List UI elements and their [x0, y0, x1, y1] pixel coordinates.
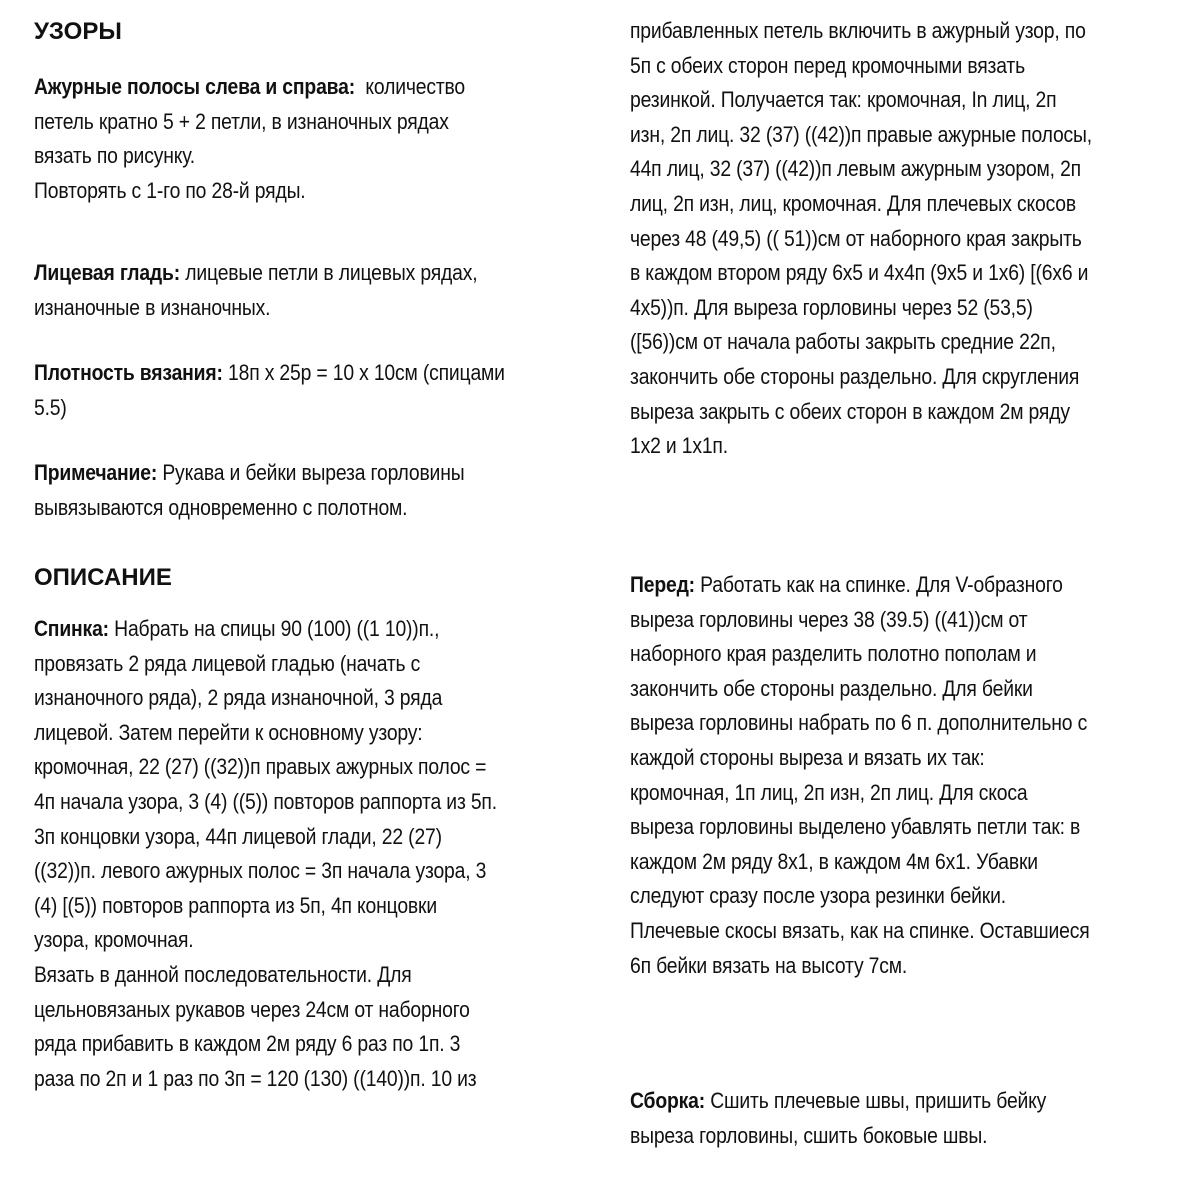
front-line: выреза горловины через 38 (39.5) ((41))см от [630, 606, 1028, 632]
note-line: Рукава и бейки выреза горловины [162, 460, 465, 485]
assembly-line: выреза горловины, сшить боковые швы. [630, 1122, 988, 1148]
back-cont-line: изн, 2п лиц. 32 (37) ((42))п правые ажурные полосы, [630, 121, 1092, 147]
back-cont-line: в каждом втором ряду 6х5 и 4х4п (9х5 и 1х6) [(6х6 и [630, 260, 1089, 286]
back-line: Набрать на спицы 90 (100) ((1 10))п., [114, 616, 440, 641]
back-line: ряда прибавить в каждом 2м ряду 6 раз по 1п. 3 [34, 1031, 461, 1057]
front-line: Работать как на спинке. Для V-образного [700, 572, 1063, 597]
back-label: Спинка: [34, 616, 109, 641]
back-cont-line: 5п с обеих сторон перед кромочными вязать [630, 52, 1026, 78]
back-cont-line: резинкой. Получается так: кромочная, In лиц, 2п [630, 87, 1057, 113]
back-line: узора, кромочная. [34, 927, 194, 953]
front-line: 6п бейки вязать на высоту 7см. [630, 952, 908, 978]
back-line: 3п концовки узора, 44п лицевой глади, 22 (27) [34, 823, 442, 849]
front-line: каждом 2м ряду 8х1, в каждом 4м 6х1. Убавки [630, 848, 1038, 874]
back-line: Вязать в данной последовательности. Для [34, 961, 412, 987]
front-line: наборного края разделить полотно пополам и [630, 641, 1037, 667]
back-continuation-paragraph [630, 14, 1177, 464]
stockinette-label: Лицевая гладь: [34, 260, 181, 285]
front-line: Плечевые скосы вязать, как на спинке. Оставшиеся [630, 917, 1090, 943]
openwork-paragraph [34, 70, 588, 208]
front-line: закончить обе стороны раздельно. Для бейки [630, 675, 1033, 701]
openwork-line: количество [365, 74, 466, 99]
note-paragraph [34, 456, 588, 525]
assembly-label: Сборка: [630, 1088, 706, 1113]
gauge-paragraph [34, 356, 588, 425]
back-line: цельновязаных рукавов через 24см от наборного [34, 996, 470, 1022]
front-line: выреза горловины выделено убавлять петли так: в [630, 814, 1081, 840]
back-cont-line: лиц, 2п изн, лиц, кромочная. Для плечевых скосов [630, 190, 1077, 216]
front-paragraph [630, 568, 1177, 983]
openwork-line: Повторять с 1-го по 28-й ряды. [34, 177, 306, 203]
stockinette-line: изнаночные в изнаночных. [34, 294, 271, 320]
back-line: ((32))п. левого ажурных полос = 3п начала узора, 3 [34, 858, 487, 884]
back-line: изнаночного ряда), 2 ряда изнаночной, 3 ряда [34, 685, 443, 711]
section-title-patterns: УЗОРЫ [34, 18, 122, 45]
front-line: каждой стороны выреза и вязать их так: [630, 744, 985, 770]
back-cont-line: через 48 (49,5) (( 51))см от наборного края закрыть [630, 225, 1082, 251]
front-line: выреза горловины набрать по 6 п. дополнительно с [630, 710, 1088, 736]
back-line: провязать 2 ряда лицевой гладью (начать с [34, 650, 421, 676]
openwork-label: Ажурные полосы слева и справа: [34, 74, 355, 99]
section-title-description: ОПИСАНИЕ [34, 564, 172, 591]
back-paragraph [34, 612, 588, 1096]
gauge-label: Плотность вязания: [34, 360, 223, 385]
back-line: лицевой. Затем перейти к основному узору: [34, 719, 423, 745]
back-line: (4) [(5)) повторов раппорта из 5п, 4п концовки [34, 892, 437, 918]
front-line: следуют сразу после узора резинки бейки. [630, 883, 1006, 909]
stockinette-paragraph [34, 256, 588, 325]
back-line: 4п начала узора, 3 (4) ((5)) повторов раппорта из 5п. [34, 788, 497, 814]
assembly-line: Сшить плечевые швы, пришить бейку [710, 1088, 1047, 1113]
back-cont-line: закончить обе стороны раздельно. Для скругления [630, 363, 1080, 389]
assembly-paragraph [630, 1084, 1177, 1153]
back-cont-line: прибавленных петель включить в ажурный узор, по [630, 18, 1086, 43]
back-line: раза по 2п и 1 раз по 3п = 120 (130) ((140))п. 10 из [34, 1065, 477, 1091]
back-cont-line: 44п лиц, 32 (37) ((42))п левым ажурным узором, 2п [630, 156, 1081, 182]
back-cont-line: 1х2 и 1х1п. [630, 433, 728, 459]
front-label: Перед: [630, 572, 695, 597]
stockinette-line: лицевые петли в лицевых рядах, [185, 260, 478, 285]
openwork-line: петель кратно 5 + 2 петли, в изнаночных рядах [34, 108, 449, 134]
openwork-line: вязать по рисунку. [34, 143, 195, 169]
gauge-line: 18п х 25р = 10 х 10см (спицами [228, 360, 505, 385]
note-line: вывязываются одновременно с полотном. [34, 494, 408, 520]
back-cont-line: ([56))см от начала работы закрыть средние 22п, [630, 329, 1056, 355]
front-line: кромочная, 1п лиц, 2п изн, 2п лиц. Для скоса [630, 779, 1028, 805]
gauge-line: 5.5) [34, 394, 67, 420]
back-cont-line: выреза закрыть с обеих сторон в каждом 2м ряду [630, 398, 1070, 424]
back-cont-line: 4х5))п. Для выреза горловины через 52 (53,5) [630, 294, 1033, 320]
note-label: Примечание: [34, 460, 158, 485]
back-line: кромочная, 22 (27) ((32))п правых ажурных полос = [34, 754, 487, 780]
